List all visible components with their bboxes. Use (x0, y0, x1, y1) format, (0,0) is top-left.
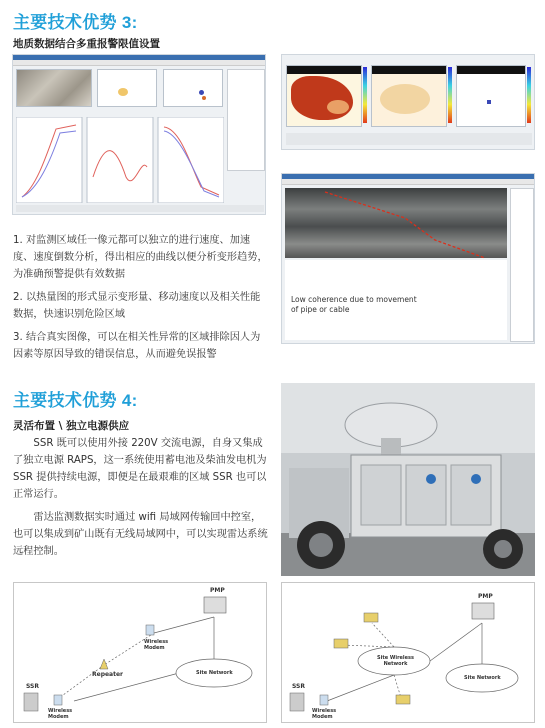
radar-unit-photo (281, 383, 535, 576)
diagram-left-site-network-label: Site Network (196, 670, 233, 676)
section-title-advantage-3: 主要技术优势 3: (13, 13, 138, 32)
overlay-annotation: Low coherence due to movement of pipe or cable (288, 294, 424, 316)
coherence-heatmap (456, 65, 526, 127)
diagram-right-modem-label: Wireless Modem (312, 708, 337, 720)
heatmap-thumbnail-b (163, 69, 223, 107)
diagram-right-ssr-label: SSR (292, 683, 305, 690)
section-title-advantage-4: 主要技术优势 4: (13, 391, 138, 410)
side-list-panel (510, 188, 534, 342)
section-subhead-geology-alarm: 地质数据结合多重报警限值设置 (13, 38, 160, 50)
coherence-overlay-screenshot (281, 173, 535, 344)
network-diagram-repeater-lines (14, 583, 266, 722)
section2-paragraphs (13, 435, 268, 566)
diagram-left-modem-top-label: Wireless Modem (144, 639, 169, 651)
diagram-right-site-wireless-label: Site Wireless Network (377, 655, 414, 667)
point-2: 2. 以热量图的形式显示变形量、移动速度以及相关性能数据，快速识别危险区域 (13, 292, 261, 320)
trend-curves-chart (16, 117, 224, 203)
heatmap-thumbnail-a (97, 69, 157, 107)
diagram-right-pmp-label: PMP (478, 593, 493, 600)
heatmap-screenshot (281, 54, 535, 150)
section1-points (13, 232, 268, 369)
network-diagram-site-wireless (281, 582, 535, 723)
alarm-list-panel (227, 69, 265, 171)
diagram-right-site-network-label: Site Network (464, 675, 501, 681)
diagram-left-modem-bottom-label: Wireless Modem (48, 708, 73, 720)
analysis-software-screenshot (12, 54, 266, 215)
network-diagram-site-wireless-lines (282, 583, 534, 722)
paragraph-wifi: 雷达监测数据实时通过 wifi 局域网传输回中控室，也可以集成到矿山既有无线局域网中，可以实现雷达系统远程控制。 (13, 512, 268, 557)
point-1: 1. 对监测区域任一像元都可以独立的进行速度、加速度、速度倒数分析，得出相应的曲线以便分析变形趋势，为准确预警提供有效数据 (13, 235, 268, 280)
site-photo-thumbnail (16, 69, 92, 107)
section-subhead-power: 灵活布置 \ 独立电源供应 (13, 420, 130, 432)
network-diagram-repeater (13, 582, 267, 723)
diagram-left-ssr-label: SSR (26, 683, 39, 690)
point-3: 3. 结合真实图像，可以在相关性异常的区域排除因人为因素等原因导致的错误信息，从而避免误报警 (13, 332, 261, 360)
diagram-left-pmp-label: PMP (210, 587, 225, 594)
displacement-heatmap (286, 65, 362, 127)
velocity-heatmap (371, 65, 447, 127)
paragraph-power: SSR 既可以使用外接 220V 交流电源，自身又集成了独立电源 RAPS，这一系统使用蓄电池及柴油发电机为 SSR 提供持续电源，即便是在最艰难的区域 SSR 也可以正常运行。 (13, 438, 267, 500)
radar-unit-illustration (281, 383, 535, 576)
diagram-left-repeater-label: Repeater (92, 671, 123, 678)
